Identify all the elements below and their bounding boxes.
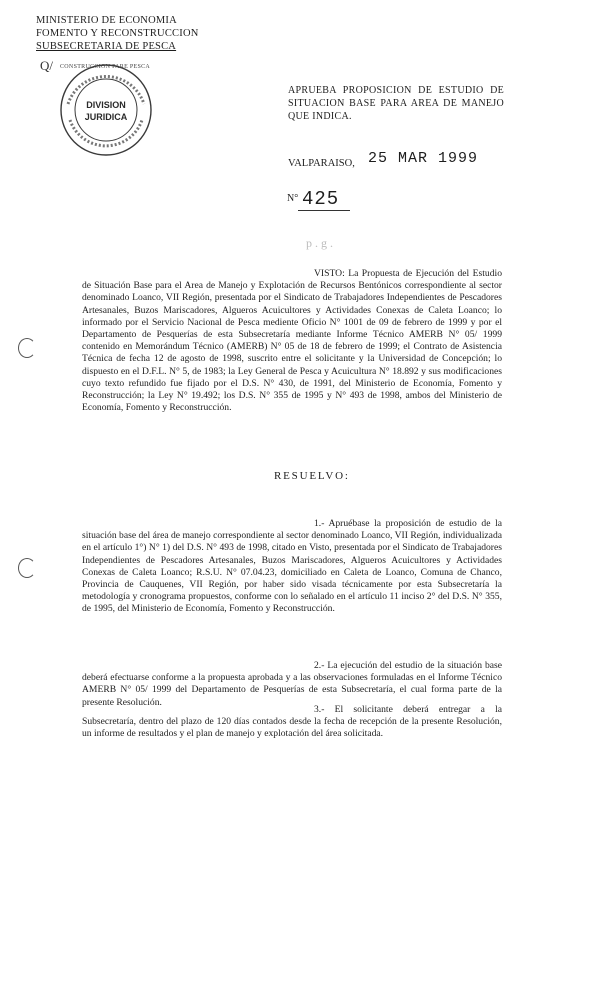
date-stamp: 25 MAR 1999 — [368, 150, 479, 167]
resolution-number: 425 — [302, 188, 340, 210]
letterhead-ministry-2: FOMENTO Y RECONSTRUCCION — [36, 28, 199, 39]
letterhead — [36, 14, 199, 53]
resolution-subject: APRUEBA PROPOSICION DE ESTUDIO DE SITUACION BASE PARA AREA DE MANEJO QUE INDICA. — [288, 85, 504, 122]
punch-hole-top — [18, 338, 36, 358]
resolution-item-2: 2.- La ejecución del estudio de la situación base deberá efectuarse conforme a la propuesta aprobada y a las observaciones formuladas en el Informe Técnico AMERB N° 05/ 1999 del Departamento de Pesquerías de esta Subsecretaría, el cual forma parte de la presente Resolución. — [82, 660, 502, 708]
letterhead-ministry: MINISTERIO DE ECONOMIA — [36, 15, 177, 26]
stamp-reference-text: CONSTRUCCION PARE PESCA — [60, 64, 151, 70]
letterhead-subsecretaria: SUBSECRETARIA DE PESCA — [36, 41, 177, 52]
place-label: VALPARAISO, — [288, 158, 355, 169]
resolution-number-label: N° — [287, 193, 299, 204]
visto-paragraph: VISTO: La Propuesta de Ejecución del Estudio de Situación Base para el Area de Manejo y Explotación de Recursos Bentónicos correspondiente al sector denominado Loanco, VII Región, presentada por el Sindicato de Trabajadores Independientes de Pescadores Artesanales, Buzos Mariscadores, Algueros Acuicultores y Actividades Conexas de Caleta Loanco; lo informado por el Servicio Nacional de Pesca mediente Oficio N° 1001 de 09 de febrero de 1999 y por el Departamento de Pesquerías de esta Subsecretaría mediante Informe Técnico AMERB N° 05/ 1999 contenido en Memorándum Técnico (AMERB) N° 05 de 18 de febrero de 1999; el Contrato de Asistencia Técnica de fecha 12 de agosto de 1998, suscrito entre el solicitante y la Universidad de Concepción; lo dispuesto en el D.F.L. N° 5, de 1983; la Ley General de Pesca y Acuicultura N° 18.892 y sus modificaciones cuyo texto refundido fue fijado por el D.S. N° 430, de 1991, del Ministerio de Economía, Fomento y Reconstrucción; la Ley N° 19.492; los D.S. N° 355 de 1995 y N° 493 de 1998, ambos del Ministerio de Economía, Fomento y Reconstrucción. — [82, 268, 502, 414]
division-juridica-stamp — [54, 58, 158, 162]
punch-hole-bottom — [18, 558, 36, 578]
resuelvo-heading: RESUELVO: — [274, 470, 350, 482]
stamp-text-juridica: JURIDICA — [84, 112, 128, 122]
initials-mark: p.g. — [306, 236, 336, 250]
resolution-item-3: 3.- El solicitante deberá entregar a la Subsecretaría, dentro del plazo de 120 días contados desde la fecha de recepción de la presente Resolución, un informe de resultados y el plan de manejo y explotación del área solicitada. — [82, 704, 502, 740]
stamp-text-division: DIVISION — [86, 100, 126, 110]
handwritten-mark: Q/ — [40, 58, 53, 73]
resolution-item-1: 1.- Apruébase la proposición de estudio de la situación base del área de manejo correspondiente al sector denominado Loanco, VII Región, individualizada en el artículo 1°) N° 1) del D.S. N° 493 de 1998, citado en Visto, presentada por el Sindicato de Trabajadores Independientes de Pescadores Artesanales, Buzos Mariscadores, Algueros Acuicultores y Actividades Conexas de Caleta Loanco; R.S.U. N° 07.04.23, domiciliado en Caleta de Loanco, Comuna de Chanco, Provincia de Cauquenes, VII Región, por haber sido visada técnicamente por esta Subsecretaría la metodología y cronograma propuestos, conforme con lo señalado en el artículo 11 inciso 2° del D.S. N° 355, de 1995, del Ministerio de Economía, Fomento y Reconstrucción. — [82, 518, 502, 615]
number-underline — [298, 210, 350, 211]
